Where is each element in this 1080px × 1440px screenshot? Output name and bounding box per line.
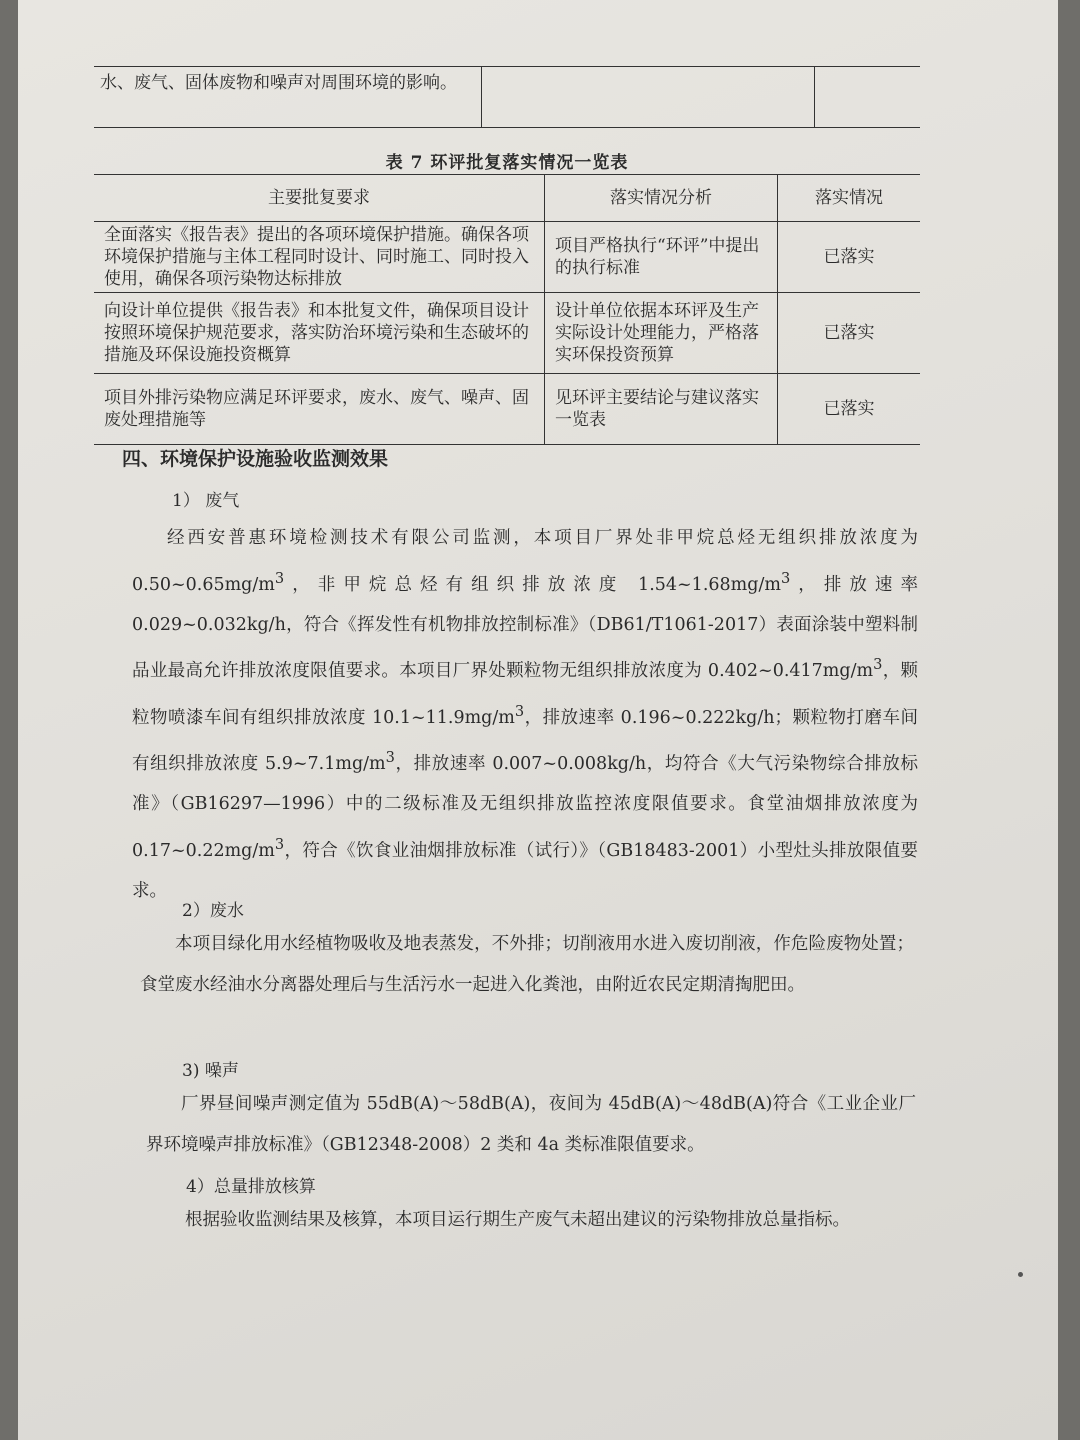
table-cell [815,67,921,128]
subsection-title-water: 2）废水 [182,901,244,921]
subsection-title-noise: 3) 噪声 [182,1061,239,1081]
approval-implementation-table [94,174,920,445]
gas-text-4: ，颗粒物喷漆车间有组织排放浓度 10.1~11.9mg/m [132,661,919,728]
analysis-cell: 设计单位依据本环评及生产实际设计处理能力，严格落实环保投资预算 [545,293,778,374]
column-header: 落实情况 [778,175,921,222]
gas-text-2: ，非甲烷总烃有组织排放浓度 1.54~1.68mg/m [284,574,781,595]
table-row [94,222,920,293]
analysis-cell: 项目严格执行“环评”中提出的执行标准 [545,222,778,293]
status-cell: 已落实 [778,374,921,445]
paper-speck [1018,1272,1023,1277]
subsection-title-total: 4）总量排放核算 [186,1177,316,1197]
total-paragraph: 根据验收监测结果及核算，本项目运行期生产废气未超出建议的污染物排放总量指标。 [185,1210,850,1230]
superscript: 3 [873,656,883,674]
gas-text-3: ，排放速率 0.029~0.032kg/h，符合《挥发性有机物排放控制标准》（DB61/T1061-2017）表面涂装中塑料制品业最高允许排放浓度限值要求。本项目厂界处颗粒物无组织排放浓度为 0.402~0.417mg/m [132,574,918,682]
superscript: 3 [274,569,285,587]
table-header-row [94,175,920,222]
superscript: 3 [274,835,285,853]
table-row [94,293,920,374]
noise-paragraph: 厂界昼间噪声测定值为 55dB(A)～58dB(A)，夜间为 45dB(A)～48dB(A)符合《工业企业厂界环境噪声排放标准》（GB12348-2008）2 类和 4a 类标准限值要求。 [146,1094,916,1155]
document-page [18,0,1058,1440]
requirement-cell: 向设计单位提供《报告表》和本批复文件，确保项目设计按照环境保护规范要求，落实防治环境污染和生态破坏的措施及环保设施投资概算 [94,293,545,374]
gas-text-7: ，符合《饮食业油烟排放标准（试行）》（GB18483-2001）小型灶头排放限值要求。 [132,840,918,902]
superscript: 3 [385,748,395,766]
column-header: 主要批复要求 [94,175,545,222]
status-cell: 已落实 [778,293,921,374]
water-paragraph: 本项目绿化用水经植物吸收及地表蒸发，不外排；切削液用水进入废切削液，作危险废物处置；食堂废水经油水分离器处理后与生活污水一起进入化粪池，由附近农民定期清掏肥田。 [140,934,914,995]
table-cell: 水、废气、固体废物和噪声对周围环境的影响。 [94,67,482,128]
table-row [94,67,920,128]
column-header: 落实情况分析 [545,175,778,222]
superscript: 3 [780,569,791,587]
previous-table-fragment [94,66,920,128]
analysis-cell: 见环评主要结论与建议落实一览表 [545,374,778,445]
table-row [94,374,920,445]
superscript: 3 [514,702,525,720]
gas-text-6: ，排放速率 0.007~0.008kg/h，均符合《大气污染物综合排放标准》（GB16297—1996）中的二级标准及无组织排放监控浓度限值要求。食堂油烟排放浓度为 0.17~0.22mg/m [132,753,918,861]
table-caption: 表 7 环评批复落实情况一览表 [385,153,629,173]
gas-text-1: 经西安普惠环境检测技术有限公司监测，本项目厂界处非甲烷总烃无组织排放浓度为 0.50~0.65mg/m [132,528,918,595]
gas-paragraph [132,518,918,912]
requirement-cell: 全面落实《报告表》提出的各项环境保护措施。确保各项环境保护措施与主体工程同时设计、同时施工、同时投入使用，确保各项污染物达标排放 [94,222,545,293]
gas-text-5: ，排放速率 0.196~0.222kg/h；颗粒物打磨车间有组织排放浓度 5.9~7.1mg/m [132,707,918,774]
status-cell: 已落实 [778,222,921,293]
section-heading: 四、环境保护设施验收监测效果 [122,448,389,470]
requirement-cell: 项目外排污染物应满足环评要求，废水、废气、噪声、固废处理措施等 [94,374,545,445]
table-cell [482,67,815,128]
subsection-title-gas: 1） 废气 [172,491,240,511]
